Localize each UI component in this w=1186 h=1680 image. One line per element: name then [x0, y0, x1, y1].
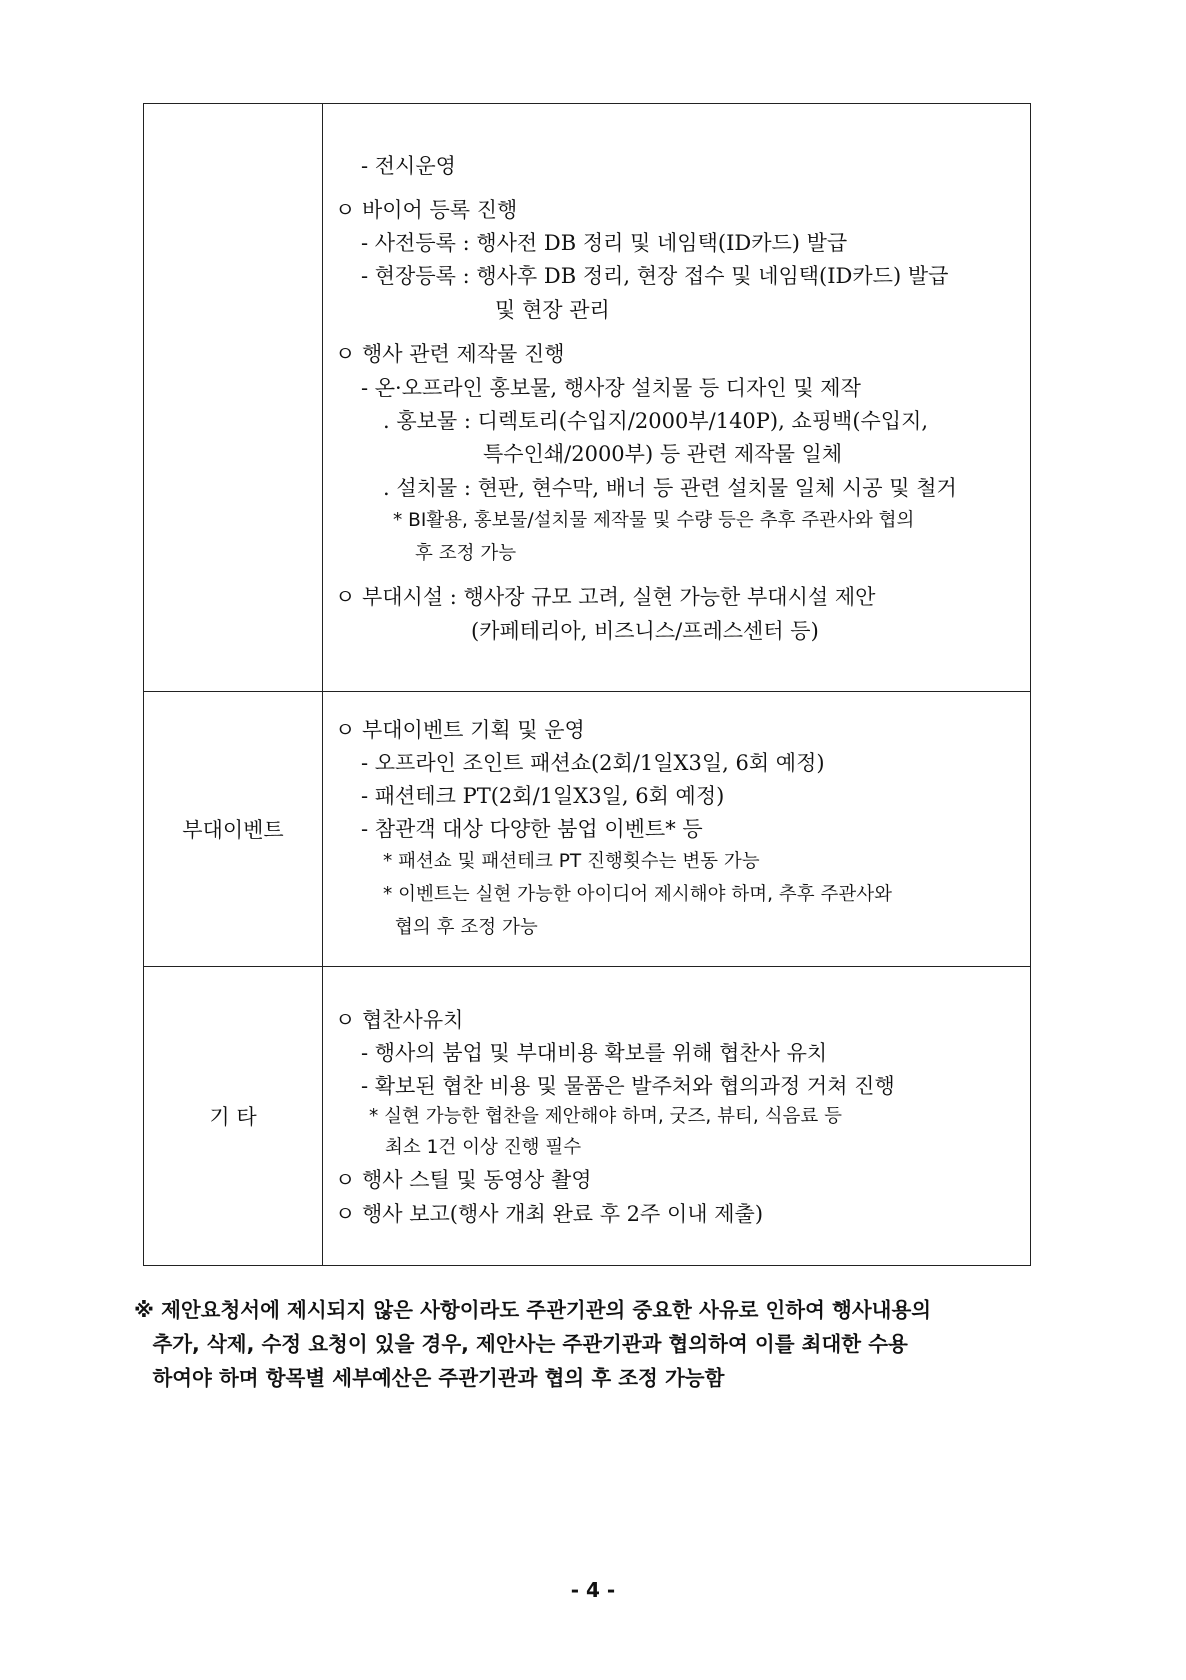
content-line: . 홍보물 : 디렉토리(수입지/2000부/140P), 쇼핑백(수입지,: [383, 409, 929, 433]
content-line: 최소 1건 이상 진행 필수: [385, 1137, 582, 1158]
content-line: 협의 후 조정 가능: [395, 917, 538, 938]
content-line: - 사전등록 : 행사전 DB 정리 및 네임택(ID카드) 발급: [361, 231, 848, 255]
content-line: ㅇ 행사 관련 제작물 진행: [335, 342, 565, 366]
content-line: 후 조정 가능: [415, 543, 517, 564]
content-line: * BI활용, 홍보물/설치물 제작물 및 수량 등은 추후 주관사와 협의: [393, 510, 915, 531]
content-line: 특수인쇄/2000부) 등 관련 제작물 일체: [483, 442, 843, 466]
footnote-line: ※ 제안요청서에 제시되지 않은 사항이라도 주관기관의 중요한 사유로 인하여 행사내용의: [134, 1298, 932, 1322]
content-line: - 전시운영: [361, 154, 456, 178]
content-line: ㅇ 행사 보고(행사 개최 완료 후 2주 이내 제출): [335, 1202, 764, 1226]
table-row: [144, 692, 1031, 967]
row-label: 부대이벤트: [144, 692, 323, 967]
content-line: - 현장등록 : 행사후 DB 정리, 현장 접수 및 네임택(ID카드) 발급: [361, 264, 949, 288]
spec-table: [143, 103, 1031, 1266]
content-line: - 확보된 협찬 비용 및 물품은 발주처와 협의과정 거쳐 진행: [361, 1074, 895, 1098]
content-line: * 패션쇼 및 패션테크 PT 진행횟수는 변동 가능: [383, 851, 760, 872]
content-line: 및 현장 관리: [495, 298, 610, 322]
page-number: - 4 -: [570, 1578, 616, 1602]
footnote-line: 추가, 삭제, 수정 요청이 있을 경우, 제안사는 주관기관과 협의하여 이를 최대한 수용: [152, 1332, 908, 1356]
content-line: * 실현 가능한 협찬을 제안해야 하며, 굿즈, 뷰티, 식음료 등: [369, 1106, 842, 1127]
content-line: ㅇ 협찬사유치: [335, 1008, 464, 1032]
content-line: ㅇ 부대이벤트 기획 및 운영: [335, 718, 585, 742]
table-row: [144, 967, 1031, 1266]
row-label: 기 타: [144, 967, 323, 1266]
content-line: . 설치물 : 현판, 현수막, 배너 등 관련 설치물 일체 시공 및 철거: [383, 476, 957, 500]
content-line: (카페테리아, 비즈니스/프레스센터 등): [471, 619, 819, 643]
content-line: - 오프라인 조인트 패션쇼(2회/1일X3일, 6회 예정): [361, 751, 825, 775]
row-content: [323, 692, 1031, 967]
content-line: - 패션테크 PT(2회/1일X3일, 6회 예정): [361, 784, 725, 808]
content-line: ㅇ 행사 스틸 및 동영상 촬영: [335, 1168, 592, 1192]
content-line: * 이벤트는 실현 가능한 아이디어 제시해야 하며, 추후 주관사와: [383, 884, 892, 905]
row-content: [323, 104, 1031, 692]
content-line: ㅇ 부대시설 : 행사장 규모 고려, 실현 가능한 부대시설 제안: [335, 585, 876, 609]
row-content: [323, 967, 1031, 1266]
footnote: [134, 1293, 1034, 1395]
content-line: - 행사의 붐업 및 부대비용 확보를 위해 협찬사 유치: [361, 1041, 828, 1065]
content-line: - 참관객 대상 다양한 붐업 이벤트* 등: [361, 817, 703, 841]
content-line: - 온·오프라인 홍보물, 행사장 설치물 등 디자인 및 제작: [361, 376, 861, 400]
footnote-line: 하여야 하며 항목별 세부예산은 주관기관과 협의 후 조정 가능함: [152, 1366, 725, 1390]
row-label: [144, 104, 323, 692]
content-line: ㅇ 바이어 등록 진행: [335, 198, 518, 222]
table-row: [144, 104, 1031, 692]
